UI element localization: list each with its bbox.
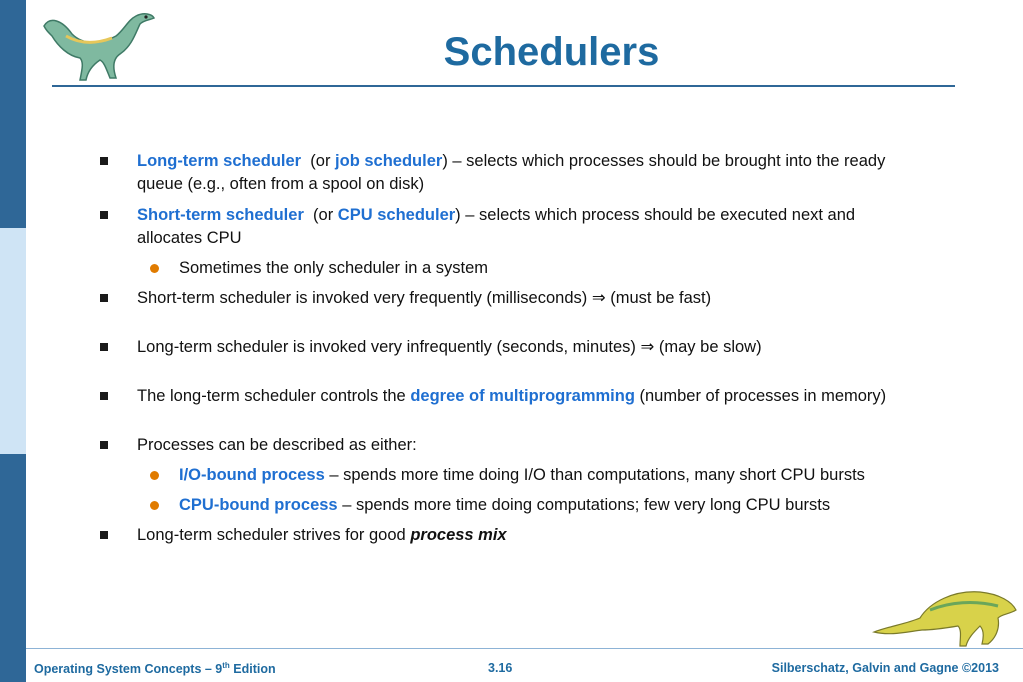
bullet-short-term: Short-term scheduler (or CPU scheduler) – selects which process should be executed next and allocates CPU	[100, 204, 900, 250]
side-bar-highlight	[0, 228, 26, 454]
square-bullet-icon	[100, 343, 108, 351]
sub-bullet-cpu-bound: CPU-bound process – spends more time doing computations; few very long CPU bursts	[100, 494, 900, 517]
circle-bullet-icon	[150, 471, 159, 480]
square-bullet-icon	[100, 157, 108, 165]
slide-content	[100, 150, 900, 547]
bullet-process-mix: Long-term scheduler strives for good process mix	[100, 524, 900, 547]
side-bar	[0, 0, 26, 682]
bullet-short-term-frequency: Short-term scheduler is invoked very frequently (milliseconds) ⇒ (must be fast)	[100, 287, 900, 310]
circle-bullet-icon	[150, 501, 159, 510]
square-bullet-icon	[100, 211, 108, 219]
footer-authors: Silberschatz, Galvin and Gagne ©2013	[771, 661, 999, 675]
sub-bullet-only-scheduler: Sometimes the only scheduler in a system	[100, 257, 900, 280]
footer-book-title: Operating System Concepts – 9th Edition	[34, 661, 276, 677]
sub-bullet-io-bound: I/O-bound process – spends more time doing I/O than computations, many short CPU bursts	[100, 464, 900, 487]
bullet-long-term: Long-term scheduler (or job scheduler) – selects which processes should be brought into the ready queue (e.g., often from a spool on disk)	[100, 150, 900, 196]
bullet-long-term-frequency: Long-term scheduler is invoked very infrequently (seconds, minutes) ⇒ (may be slow)	[100, 336, 900, 359]
square-bullet-icon	[100, 294, 108, 302]
bullet-process-types: Processes can be described as either:	[100, 434, 900, 457]
dinosaur-footer-icon	[870, 580, 1020, 650]
footer-page-number: 3.16	[488, 661, 513, 675]
bullet-multiprogramming: The long-term scheduler controls the degree of multiprogramming (number of processes in memory)	[100, 385, 900, 408]
page-title: Schedulers	[443, 30, 660, 74]
title-divider	[52, 85, 955, 87]
square-bullet-icon	[100, 441, 108, 449]
square-bullet-icon	[100, 531, 108, 539]
square-bullet-icon	[100, 392, 108, 400]
circle-bullet-icon	[150, 264, 159, 273]
footer-divider	[26, 648, 1023, 649]
